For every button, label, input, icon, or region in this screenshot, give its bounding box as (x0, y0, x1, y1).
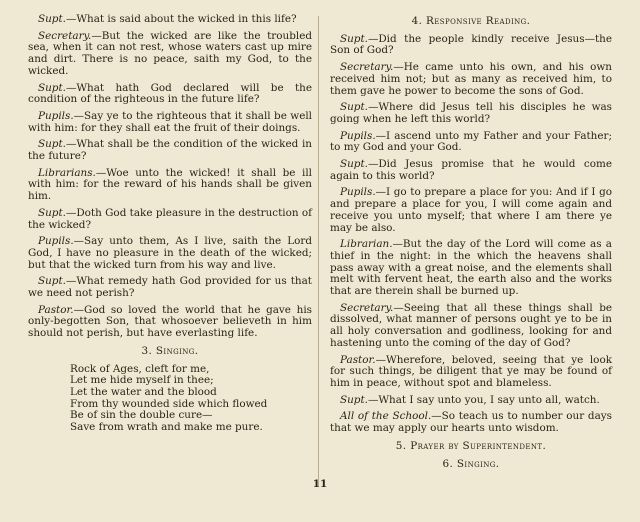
speaker-label: Supt. (340, 101, 368, 114)
speaker-label: Secretary. (38, 29, 92, 42)
speaker-label: Supt. (38, 275, 66, 288)
speaker-label: Pupils. (38, 235, 74, 248)
responsive-paragraph (330, 102, 612, 125)
paragraph-text: —Woe unto the wicked! it shall be ill with him: for the reward of his hands shall be given him. (28, 166, 312, 203)
hymn-line: Rock of Ages, cleft for me, (70, 362, 210, 375)
speaker-label: Pupils. (38, 109, 74, 122)
responsive-reading-heading: 4. Responsive Reading. (411, 15, 531, 27)
paragraph-text: —But the wicked are like the troubled sea, when it can not rest, whose waters cast up mire and dirt. There is no peace, saith my God, to the wicked. (28, 29, 312, 77)
singing-heading-6: 6. Singing. (442, 457, 500, 470)
paragraph-text: —What is said about the wicked in this life? (65, 13, 297, 25)
responsive-paragraph (330, 411, 612, 434)
left-column (28, 14, 312, 434)
responsive-paragraph (330, 395, 612, 407)
singing-heading-3: 3. Singing. (141, 344, 199, 357)
responsive-paragraph (330, 303, 612, 350)
responsive-paragraph (330, 131, 612, 154)
paragraph-text: —He came unto his own, and his own received him not; but as many as received him, to them gave he power to become the sons of God. (330, 61, 612, 97)
speaker-label: Librarian. (340, 238, 393, 251)
speaker-label: Secretary. (340, 301, 394, 314)
speaker-label: Supt. (340, 32, 368, 45)
speaker-label: Supt. (38, 13, 66, 25)
right-column (330, 14, 612, 476)
responsive-paragraph (28, 111, 312, 134)
paragraph-text: —Where did Jesus tell his disciples he was going when he left this world? (330, 101, 612, 125)
paragraph-text: —Seeing that all these things shall be dissolved, what manner of persons ought ye to be in all holy conversation and godliness, looking for and hastening unto the coming of the day of God? (330, 301, 612, 349)
paragraph-text: —Did Jesus promise that he would come again to this world? (330, 158, 612, 182)
speaker-label: Pastor. (38, 303, 74, 316)
hymn-line: Save from wrath and make me pure. (70, 421, 263, 434)
paragraph-text: —What I say unto you, I say unto all, watch. (367, 393, 600, 406)
speaker-label: Supt. (38, 81, 66, 94)
responsive-paragraph (330, 62, 612, 97)
responsive-paragraph (28, 276, 312, 299)
paragraph-text: —So teach us to number our days that we may apply our hearts unto wisdom. (330, 410, 612, 435)
paragraph-text: —What remedy hath God provided for us that we need not perish? (28, 275, 312, 300)
speaker-label: Pupils. (340, 186, 376, 199)
right-responsive-text (330, 34, 612, 435)
responsive-paragraph (28, 236, 312, 271)
speaker-label: Pastor. (340, 353, 376, 366)
paragraph-text: —What hath God declared will be the condition of the righteous in the future life? (28, 81, 312, 106)
responsive-paragraph (28, 83, 312, 106)
speaker-label: Supt. (38, 206, 66, 219)
column-divider (318, 16, 319, 486)
prayer-heading: 5. Prayer by Superintendent. (395, 439, 547, 452)
responsive-paragraph (330, 34, 612, 57)
speaker-label: Secretary. (340, 61, 394, 74)
responsive-paragraph (28, 208, 312, 231)
hymn-line: Let me hide myself in thee; (70, 374, 214, 387)
paragraph-text: —Say ye to the righteous that it shall be well with him: for they shall eat the fruit of their doings. (28, 109, 312, 134)
responsive-paragraph (330, 355, 612, 390)
speaker-label: Supt. (340, 158, 368, 171)
speaker-label: Pupils. (340, 129, 376, 142)
responsive-paragraph (28, 168, 312, 203)
paragraph-text: —Doth God take pleasure in the destruction of the wicked? (28, 206, 312, 231)
speaker-label: Supt. (340, 393, 368, 406)
paragraph-text: —But the day of the Lord will come as a thief in the night: in the which the heavens shall pass away with a great noise, and the elements shall melt with fervent heat, the earth also and the works that are therein shall be burned up. (330, 238, 612, 298)
paragraph-text: —What shall be the condition of the wicked in the future? (28, 138, 312, 163)
responsive-paragraph (330, 239, 612, 298)
responsive-paragraph (28, 31, 312, 78)
speaker-label: Librarians. (38, 166, 96, 179)
paragraph-text: —Say unto them, As I live, saith the Lord God, I have no pleasure in the death of the wicked; but that the wicked turn from his way and live. (28, 235, 312, 271)
hymn-line: Be of sin the double cure— (70, 409, 213, 422)
hymn-line: From thy wounded side which flowed (70, 397, 268, 410)
hymn-line: Let the water and the blood (70, 385, 217, 398)
speaker-label: All of the School. (340, 410, 432, 423)
paragraph-text: —Did the people kindly receive Jesus—the Son of God? (330, 32, 612, 57)
speaker-label: Supt. (38, 138, 66, 151)
page-number: 11 (312, 478, 328, 490)
responsive-paragraph (330, 159, 612, 182)
responsive-paragraph (28, 139, 312, 162)
responsive-paragraph (330, 187, 612, 234)
hymn-verse (70, 364, 312, 434)
paragraph-text: —I ascend unto my Father and your Father; to my God and your God. (330, 129, 612, 154)
paragraph-text: —God so loved the world that he gave his only-begotten Son, that whosoever believeth in him should not perish, but have everlasting life. (28, 303, 312, 340)
paragraph-text: —I go to prepare a place for you: And if I go and prepare a place for you, I will come again and receive you unto myself; that where I am there ye may be also. (330, 186, 612, 234)
paragraph-text: —Wherefore, beloved, seeing that ye look for such things, be diligent that ye may be found of him in peace, without spot and blameless. (330, 353, 612, 389)
left-responsive-text (28, 14, 312, 340)
responsive-paragraph (28, 305, 312, 340)
responsive-paragraph (28, 14, 312, 26)
